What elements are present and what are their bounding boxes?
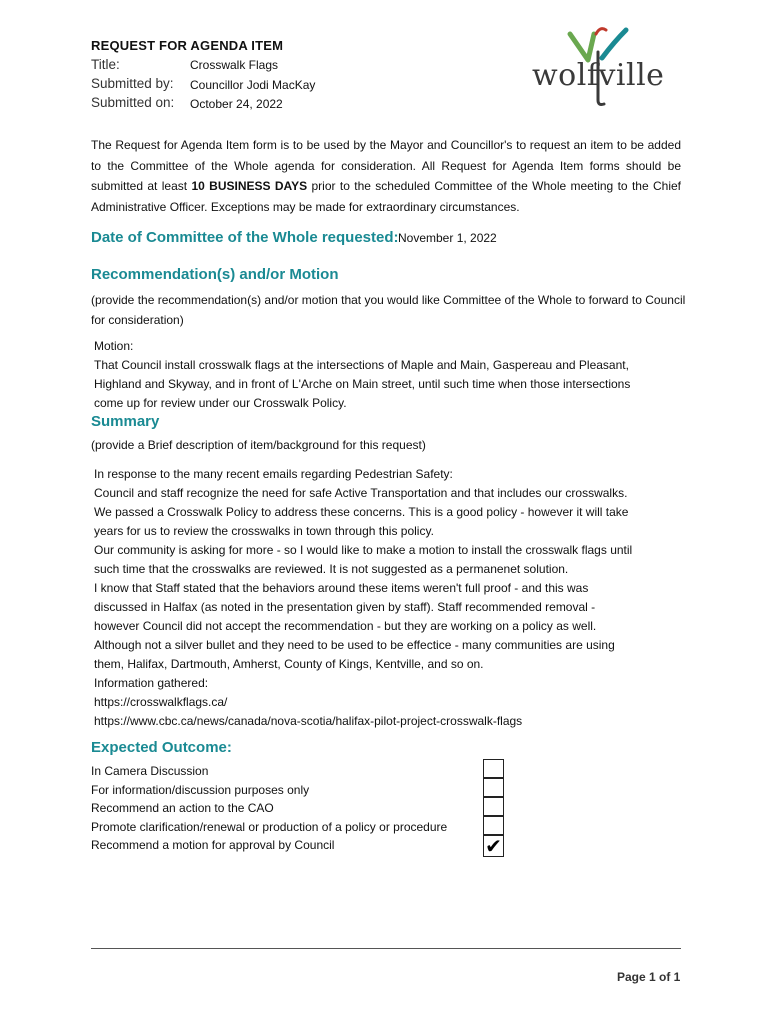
summary-line: https://crosswalkflags.ca/ [94,695,228,709]
summary-heading: Summary [91,413,160,430]
summary-line: years for us to review the crosswalks in town through this policy. [94,524,434,538]
outcome-checkbox-in-camera[interactable] [483,759,504,778]
recommendation-instruction: (provide the recommendation(s) and/or motion that you would like Committee of the Whole to forward to Council for consideration) [91,293,686,327]
outcome-checkbox-information[interactable] [483,778,504,797]
submitted-by-label: Submitted by: [91,76,174,91]
outcome-checkbox-cao-action[interactable] [483,797,504,816]
summary-line: https://www.cbc.ca/news/canada/nova-scotia/halifax-pilot-project-crosswalk-flags [94,714,523,728]
motion-text-box [94,337,684,410]
date-value: November 1, 2022 [398,231,497,245]
recommendation-heading: Recommendation(s) and/or Motion [91,266,339,283]
summary-line: In response to the many recent emails regarding Pedestrian Safety: [94,467,453,481]
summary-text-box [94,465,684,728]
outcome-checkbox-policy[interactable] [483,816,504,835]
footer-divider [91,948,681,949]
summary-line: discussed in Halfax (as noted in the presentation given by staff). Staff recommended removal - [94,600,596,614]
submitted-on-label: Submitted on: [91,95,175,110]
summary-line: I know that Staff stated that the behaviors around these items weren't full proof - and this was [94,581,589,595]
motion-line: Motion: [94,339,134,353]
summary-line: We passed a Crosswalk Policy to address these concerns. This is a good policy - however it will take [94,505,629,519]
date-heading: Date of Committee of the Whole requested: [91,229,399,246]
summary-line: such time that the crosswalks are reviewed. It is not suggested as a permanenet solution. [94,562,569,576]
motion-line: come up for review under our Crosswalk Policy. [94,396,347,410]
outcome-option-label: Recommend an action to the CAO [91,801,274,815]
outcome-option-label: Promote clarification/renewal or production of a policy or procedure [91,820,448,834]
logo-wordmark: wolfville [532,58,665,93]
summary-line: them, Halifax, Dartmouth, Amherst, County of Kings, Kentville, and so on. [94,657,484,671]
submitted-on-value: October 24, 2022 [190,97,283,111]
summary-line: Information gathered: [94,676,209,690]
submitted-by-value: Councillor Jodi MacKay [190,78,316,92]
document-title: REQUEST FOR AGENDA ITEM [91,38,284,53]
outcome-option-label: In Camera Discussion [91,764,209,778]
page-number: Page 1 of 1 [617,970,681,984]
summary-line: however Council did not accept the recommendation - but they are working on a policy as well. [94,619,597,633]
summary-instruction: (provide a Brief description of item/background for this request) [91,438,426,452]
title-value: Crosswalk Flags [190,58,279,72]
title-label: Title: [91,57,120,72]
outcome-heading: Expected Outcome: [91,739,232,756]
business-days-emphasis: 10 BUSINESS DAYS [191,179,308,193]
intro-paragraph: The Request for Agenda Item form is to be used by the Mayor and Councillor's to request an item to be added to the Committee of the Whole agenda for consideration. All Request for Agenda Item forms should be submitted at least 10 BUSINESS DAYS prior to the scheduled Committee of the Whole meeting to the Chief Administrative Officer. Exceptions may be made for extraordinary circumstances. [91,138,681,214]
outcome-checkbox-motion[interactable]: ✔ [483,835,504,857]
outcome-option-label: Recommend a motion for approval by Council [91,838,335,852]
summary-line: Our community is asking for more - so I would like to make a motion to install the crosswalk flags until [94,543,633,557]
wolfville-logo [530,22,680,110]
summary-line: Council and staff recognize the need for safe Active Transportation and that includes our crosswalks. [94,486,628,500]
motion-line: That Council install crosswalk flags at the intersections of Maple and Main, Gaspereau and Pleasant, [94,358,629,372]
summary-line: Although not a silver bullet and they need to be used to be effectice - many communities are using [94,638,615,652]
outcome-option-label: For information/discussion purposes only [91,783,310,797]
motion-line: Highland and Skyway, and in front of L'Arche on Main street, until such time when those intersections [94,377,631,391]
